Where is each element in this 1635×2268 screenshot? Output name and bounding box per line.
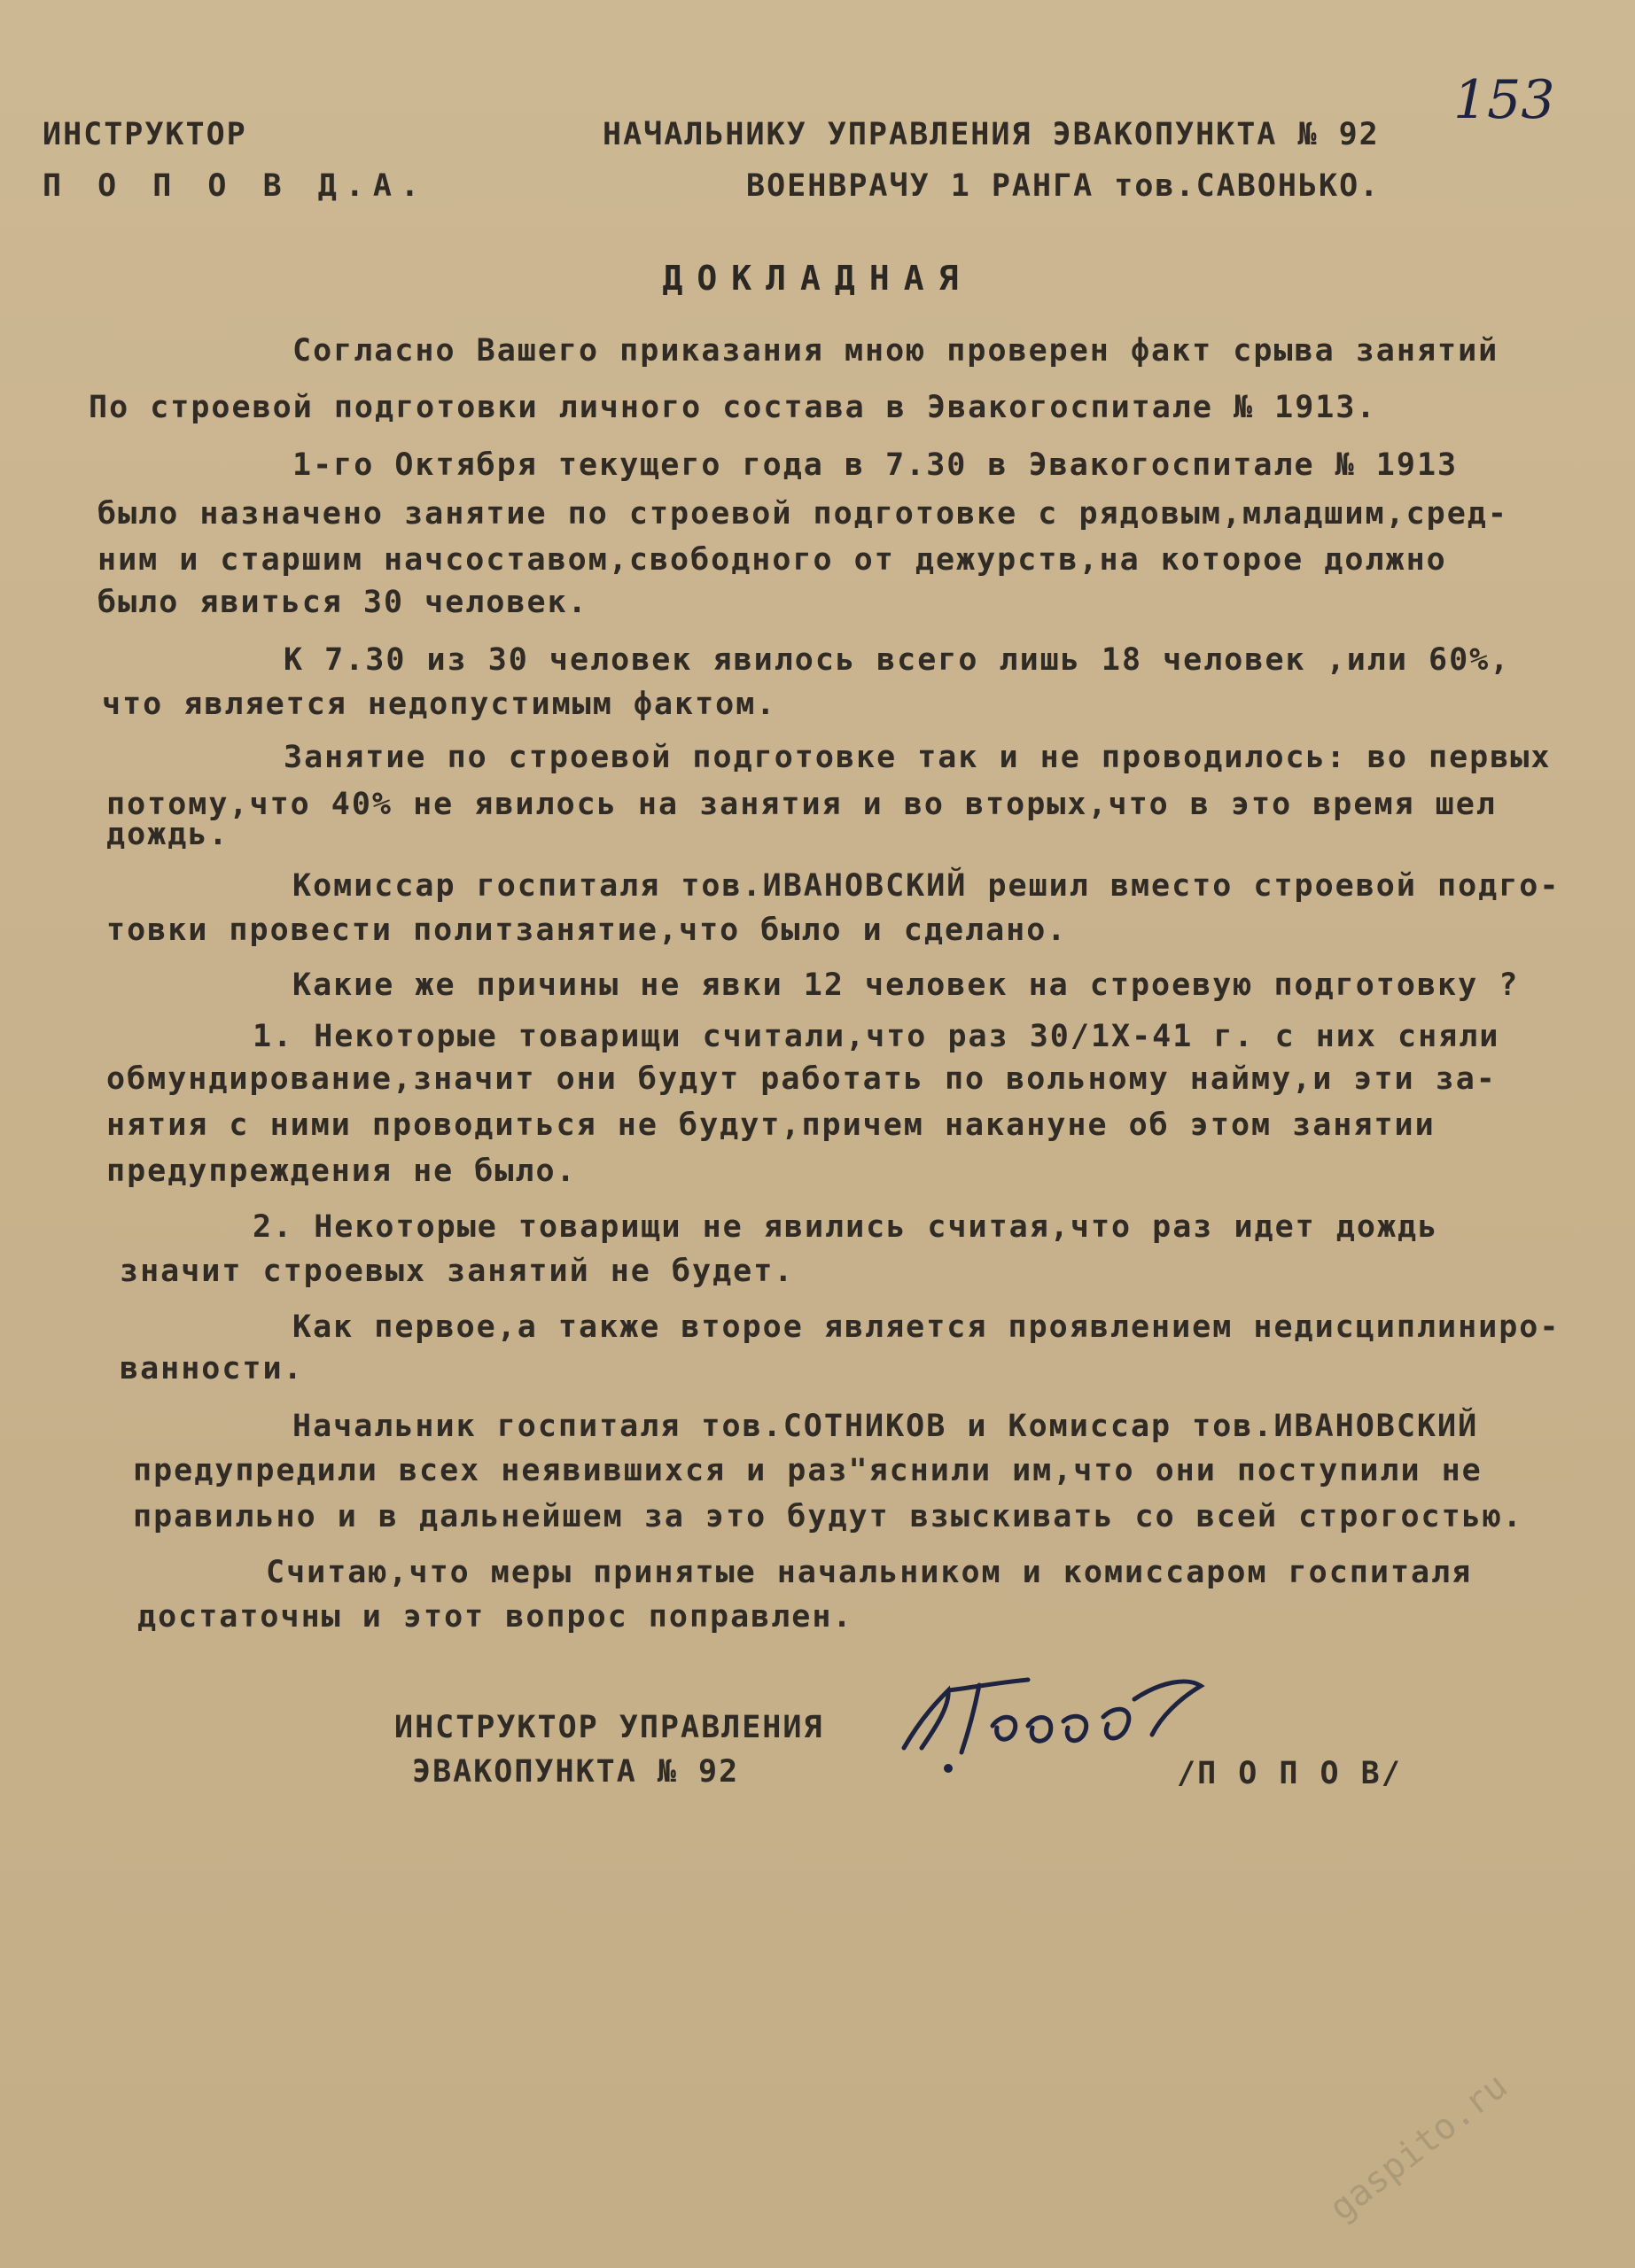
body-line: было назначено занятие по строевой подготовке с рядовым,младшим,сред-	[97, 496, 1508, 532]
sender-line-1: ИНСТРУКТОР	[43, 117, 247, 152]
body-line: Согласно Вашего приказания мною проверен факт срыва занятий	[292, 333, 1499, 369]
body-line: дождь.	[106, 817, 230, 852]
document-title: ДОКЛАДНАЯ	[662, 259, 973, 298]
folio-number: 153	[1453, 69, 1555, 131]
signature-name: /П О П О В/	[1177, 1756, 1402, 1791]
signature-title-line-2: ЭВАКОПУНКТА № 92	[412, 1754, 740, 1790]
body-line: 1-го Октября текущего года в 7.30 в Эвакогоспитале № 1913	[292, 447, 1459, 483]
body-line: Начальник госпиталя тов.СОТНИКОВ и Комиссар тов.ИВАНОВСКИЙ	[292, 1409, 1479, 1444]
body-line: нятия с ними проводиться не будут,причем накануне об этом занятии	[106, 1107, 1436, 1143]
body-line: ванности.	[120, 1351, 304, 1386]
watermark: gaspito.ru	[1321, 2065, 1515, 2229]
body-line: что является недопустимым фактом.	[102, 687, 777, 722]
body-line: 2. Некоторые товарищи не явились считая,что раз идет дождь	[253, 1209, 1439, 1245]
body-line: Какие же причины не явки 12 человек на строевую подготовку ?	[292, 967, 1520, 1003]
addressee-line-1: НАЧАЛЬНИКУ УПРАВЛЕНИЯ ЭВАКОПУНКТА № 92	[603, 117, 1380, 152]
addressee-line-2: ВОЕНВРАЧУ 1 РАНГА тов.САВОНЬКО.	[746, 168, 1381, 204]
body-line: 1. Некоторые товарищи считали,что раз 30/1Х-41 г. с них сняли	[253, 1019, 1500, 1054]
body-line: Комиссар госпиталя тов.ИВАНОВСКИЙ решил вместо строевой подго-	[292, 868, 1561, 904]
body-line: Считаю,что меры принятые начальником и комиссаром госпиталя	[266, 1555, 1473, 1590]
sender-block	[43, 117, 428, 204]
body-line: Занятие по строевой подготовке так и не проводилось: во первых	[284, 740, 1552, 775]
body-line: товки провести политзанятие,что было и сделано.	[106, 913, 1068, 948]
body-line: предупредили всех неявившихся и раз"яснили им,что они поступили не	[133, 1453, 1483, 1488]
body-line: По строевой подготовки личного состава в Эвакогоспитале № 1913.	[89, 390, 1377, 425]
body-line: Как первое,а также второе является проявлением недисциплиниро-	[292, 1309, 1561, 1345]
body-line: достаточны и этот вопрос поправлен.	[137, 1599, 853, 1635]
body-line: потому,что 40% не явилось на занятия и во вторых,что в это время шел	[106, 787, 1497, 822]
sender-line-2: П О П О В Д.А.	[43, 168, 429, 204]
body-line: было явиться 30 человек.	[97, 585, 588, 620]
body-line: ним и старшим начсоставом,свободного от дежурств,на которое должно	[97, 542, 1447, 578]
signature-title-line-1: ИНСТРУКТОР УПРАВЛЕНИЯ	[394, 1710, 824, 1745]
body-line: обмундирование,значит они будут работать по вольному найму,и эти за-	[106, 1061, 1497, 1097]
body-line: значит строевых занятий не будет.	[120, 1254, 795, 1289]
body-line: правильно и в дальнейшем за это будут взыскивать со всей строгостью.	[133, 1499, 1523, 1534]
body-line: К 7.30 из 30 человек явилось всего лишь 18 человек ,или 60%,	[284, 642, 1511, 678]
signature-title-block	[394, 1710, 824, 1790]
body-line: предупреждения не было.	[106, 1153, 577, 1189]
addressee-block	[603, 117, 1380, 204]
